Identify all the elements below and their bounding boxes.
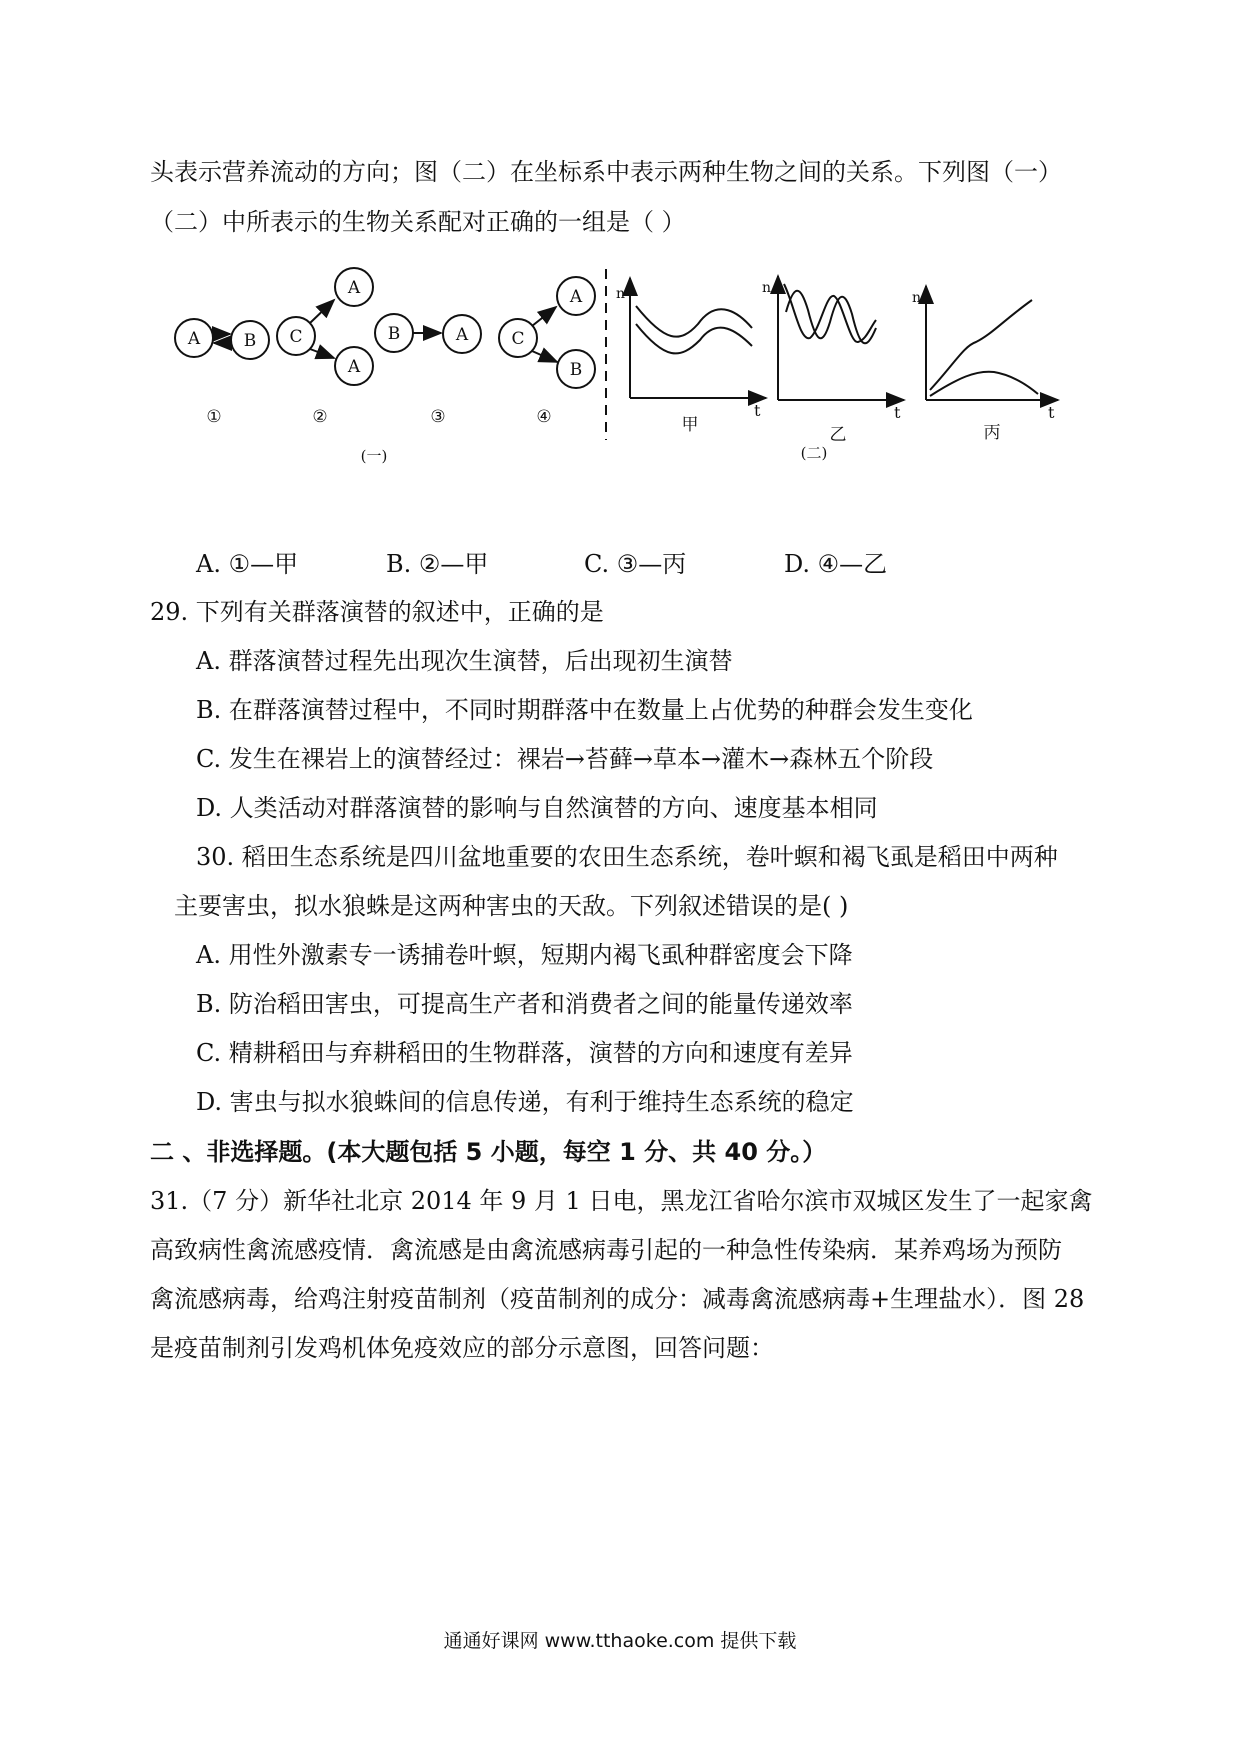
circle-a-label: A xyxy=(187,329,201,349)
curve-species-2 xyxy=(930,372,1038,396)
circle-c-label: C xyxy=(289,327,303,347)
x-axis-label: t xyxy=(754,401,761,420)
circle-a-label: A xyxy=(569,287,583,307)
diagram-num-3: ③ xyxy=(430,407,446,427)
graph-yi xyxy=(762,276,904,445)
q29-option-b: B. 在群落演替过程中，不同时期群落中在数量上占优势的种群会发生变化 xyxy=(196,696,973,724)
curve-species-2 xyxy=(784,284,876,342)
diagram-num-2: ② xyxy=(312,407,328,427)
q30-option-c: C. 精耕稻田与弃耕稻田的生物群落，演替的方向和速度有差异 xyxy=(196,1039,853,1067)
q30-option-d: D. 害虫与拟水狼蛛间的信息传递，有利于维持生态系统的稳定 xyxy=(196,1088,854,1116)
q31-line-1: 31.（7 分）新华社北京 2014 年 9 月 1 日电，黑龙江省哈尔滨市双城区发生了一起家禽 xyxy=(150,1187,1093,1215)
circle-c-label: C xyxy=(511,329,525,349)
q30-stem-line-2: 主要害虫，拟水狼蛛是这两种害虫的天敌。下列叙述错误的是( ) xyxy=(174,892,849,920)
graph-jia xyxy=(616,278,766,435)
arrow-c-to-a xyxy=(310,300,334,323)
circle-b-label: B xyxy=(387,324,401,344)
q30-option-a: A. 用性外激素专一诱捕卷叶螟，短期内褐飞虱种群密度会下降 xyxy=(196,941,853,969)
x-axis-label: t xyxy=(1048,403,1055,422)
q30-option-b: B. 防治稻田害虫，可提高生产者和消费者之间的能量传递效率 xyxy=(196,990,853,1018)
intro-line-1: 头表示营养流动的方向；图（二）在坐标系中表示两种生物之间的关系。下列图（一） xyxy=(150,158,1062,186)
q29-option-a: A. 群落演替过程先出现次生演替，后出现初生演替 xyxy=(196,647,733,675)
circle-b-label: B xyxy=(243,331,257,351)
intro-line-2: （二）中所表示的生物关系配对正确的一组是（ ） xyxy=(150,208,686,236)
x-axis-label: t xyxy=(894,403,901,422)
arrow-c-to-a xyxy=(310,349,334,358)
q29-stem: 29. 下列有关群落演替的叙述中，正确的是 xyxy=(150,598,604,626)
section-2-heading: 二 、非选择题。(本大题包括 5 小题，每空 1 分、共 40 分。） xyxy=(150,1138,827,1166)
diagram-num-4: ④ xyxy=(536,407,552,427)
diagram-2 xyxy=(277,268,373,427)
graph-label-yi: 乙 xyxy=(829,425,847,445)
graph-label-bing: 丙 xyxy=(983,423,1001,443)
q31-line-2: 高致病性禽流感疫情．禽流感是由禽流感病毒引起的一种急性传染病．某养鸡场为预防 xyxy=(150,1236,1062,1264)
curve-species-1 xyxy=(930,300,1032,390)
q28-option-d: D. ④—乙 xyxy=(784,550,888,578)
diagram-3 xyxy=(375,314,481,427)
y-axis-label: n xyxy=(762,280,772,296)
diagram-1 xyxy=(175,319,269,427)
q31-line-3: 禽流感病毒，给鸡注射疫苗制剂（疫苗制剂的成分：减毒禽流感病毒+生理盐水）．图 28 xyxy=(150,1285,1085,1313)
arrow-c-to-a xyxy=(532,307,556,326)
graph-label-jia: 甲 xyxy=(681,415,699,435)
circle-a-label: A xyxy=(347,278,361,298)
q29-option-c: C. 发生在裸岩上的演替经过：裸岩→苔藓→草本→灌木→森林五个阶段 xyxy=(196,745,934,773)
caption-figure-2: (二) xyxy=(800,444,828,462)
q31-line-4: 是疫苗制剂引发鸡机体免疫效应的部分示意图，回答问题： xyxy=(150,1334,774,1362)
q30-stem-line-1: 30. 稻田生态系统是四川盆地重要的农田生态系统，卷叶螟和褐飞虱是稻田中两种 xyxy=(196,843,1058,871)
y-axis-label: n xyxy=(912,290,922,306)
graph-bing xyxy=(912,286,1058,443)
circle-b-label: B xyxy=(569,360,583,380)
page-footer: 通通好课网 www.tthaoke.com 提供下载 xyxy=(443,1630,797,1652)
q28-figure xyxy=(170,262,1100,482)
q28-option-a: A. ①—甲 xyxy=(196,550,299,578)
diagram-4 xyxy=(499,277,595,427)
y-axis-label: n xyxy=(616,286,626,302)
arrow-c-to-b xyxy=(532,351,557,362)
circle-a-label: A xyxy=(347,357,361,377)
q29-option-d: D. 人类活动对群落演替的影响与自然演替的方向、速度基本相同 xyxy=(196,794,878,822)
circle-a-label: A xyxy=(455,325,469,345)
q28-option-b: B. ②—甲 xyxy=(386,550,489,578)
caption-figure-1: (一) xyxy=(360,447,388,465)
q28-option-c: C. ③—丙 xyxy=(584,550,687,578)
diagram-num-1: ① xyxy=(206,407,222,427)
